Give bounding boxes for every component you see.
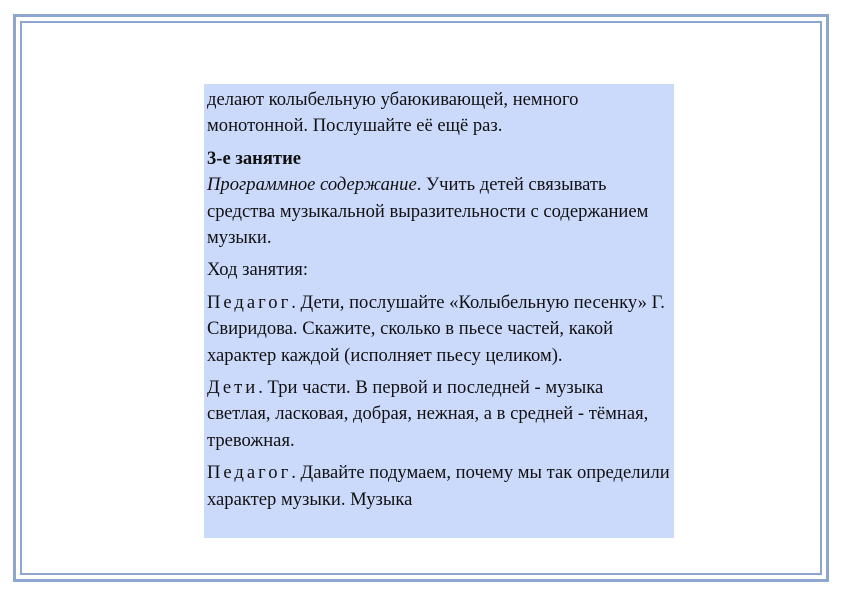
teacher-followup-speaker-label: Педагог [207,462,292,484]
teacher-followup-text: . Давайте подумаем, почему мы так определили характер музыки. Музыка [207,462,670,510]
children-speaker-label: Дети [207,377,259,399]
document-text-block [204,84,674,538]
children-answer-text: . Три части. В первой и последней - музыка светлая, ласковая, добрая, нежная, а в средней - тёмная, тревожная. [207,377,649,451]
paragraph-teacher-followup [207,460,670,513]
lesson-course-label: Ход занятия: [207,259,309,281]
paragraph-program-content [207,172,670,251]
teacher-speaker-label: Педагог [207,291,292,313]
lesson-title: 3-е занятие [207,147,302,169]
paragraph-teacher-question [207,290,670,369]
paragraph-lullaby-continuation: делают колыбельную убаюкивающей, немного монотонной. Послушайте её ещё раз. [207,89,579,137]
teacher-question-text: . Дети, послушайте «Колыбельную песенку» Г. Свиридова. Скажите, сколько в пьесе частей, какой характер каждой (исполняет пьесу целиком). [207,291,665,366]
program-content-text: . Учить детей связывать средства музыкальной выразительности с содержанием музыки. [207,174,649,249]
program-content-label: Программное содержание [207,174,417,196]
paragraph-children-answer [207,375,670,454]
